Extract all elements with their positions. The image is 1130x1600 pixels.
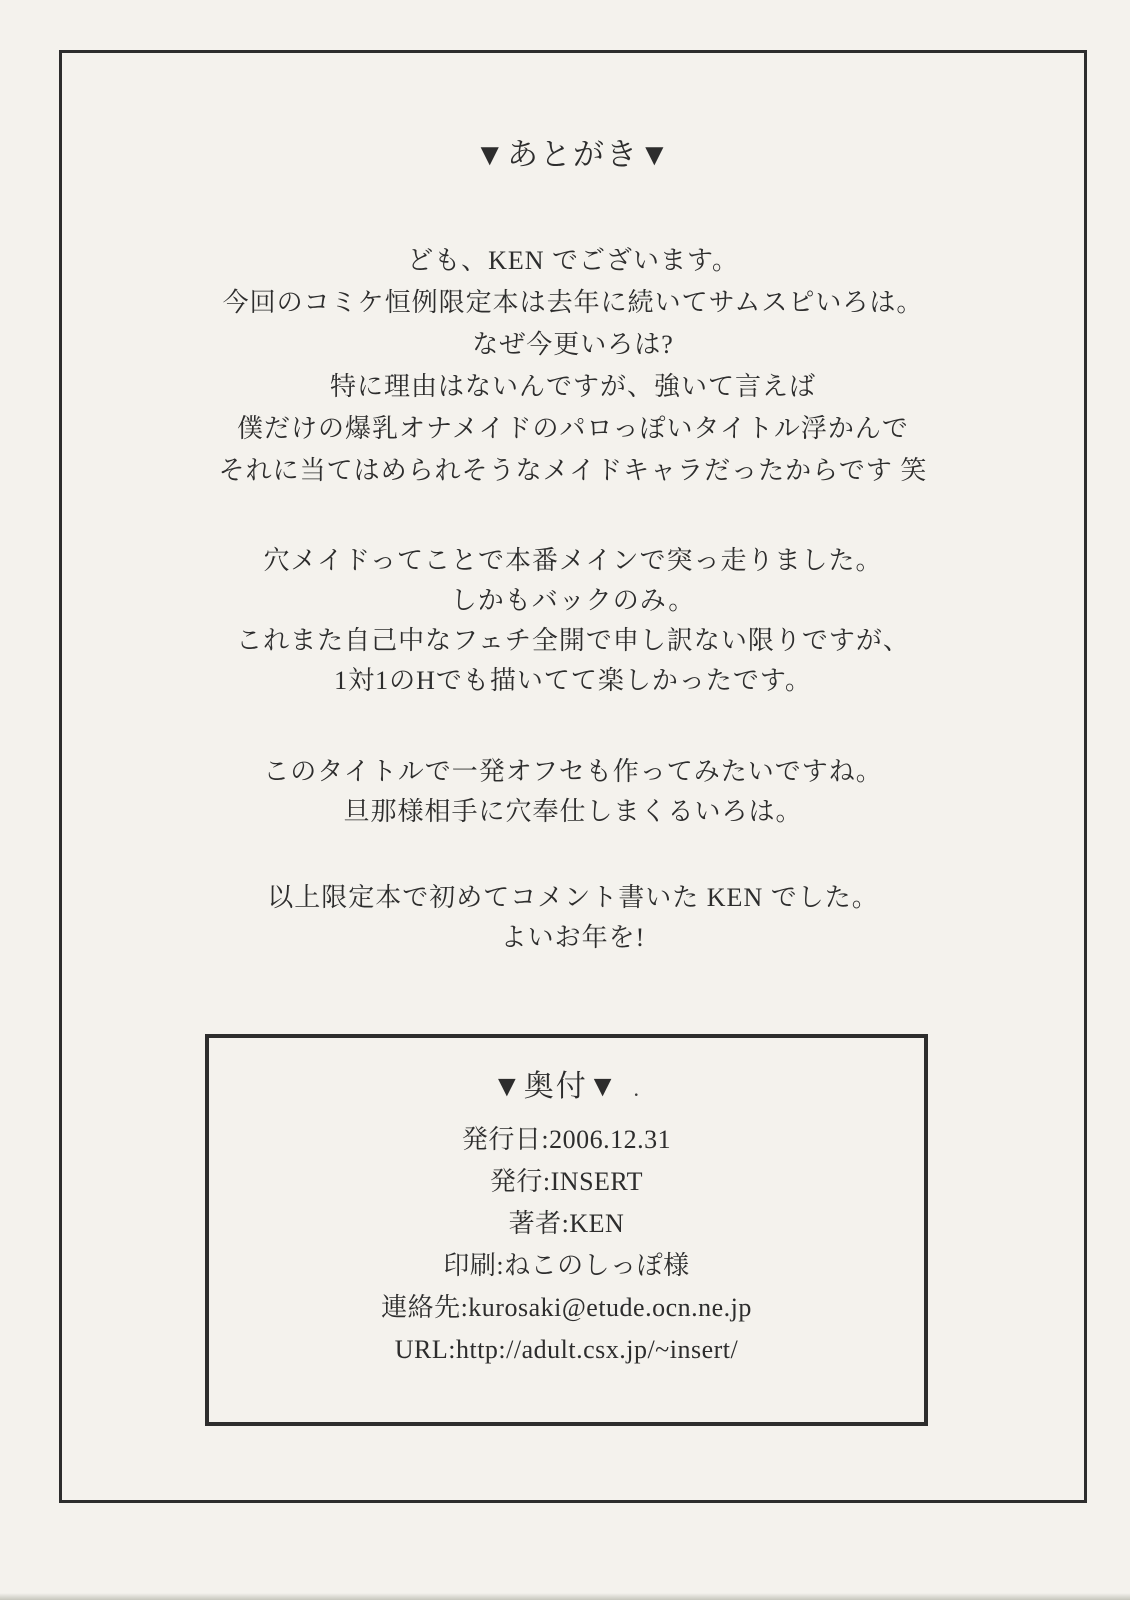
afterword-line: それに当てはめられそうなメイドキャラだったからです 笑 (218, 456, 928, 485)
colophon-line-contact-email: 連絡先:kurosaki@etude.ocn.ne.jp (381, 1293, 752, 1322)
afterword-line: 僕だけの爆乳オナメイドのパロっぽいタイトル浮かんで (237, 414, 909, 443)
afterword-line: 今回のコミケ恒例限定本は去年に続いてサムスピいろは。 (222, 288, 924, 317)
afterword-line: 以上限定本で初めてコメント書いた KEN でした。 (267, 883, 879, 912)
afterword-paragraph-2 (59, 541, 1087, 701)
afterword-paragraph-1 (59, 240, 1087, 492)
afterword-line: しかもバックのみ。 (450, 586, 696, 615)
colophon-line-printer: 印刷:ねこのしっぽ様 (443, 1251, 690, 1280)
colophon-title: ▼奥付▼ (492, 1070, 620, 1103)
colophon-line-publisher: 発行:INSERT (489, 1167, 644, 1196)
afterword-line: 旦那様相手に穴奉仕しまくるいろは。 (343, 797, 803, 826)
afterword-line: このタイトルで一発オフセも作ってみたいですね。 (263, 757, 883, 786)
stray-ink-mark: . (633, 1076, 641, 1101)
colophon-details (209, 1119, 924, 1371)
colophon-line-author: 著者:KEN (508, 1209, 625, 1238)
afterword-line: なぜ今更いろは? (472, 330, 674, 359)
afterword-paragraph-3 (59, 752, 1087, 832)
colophon-box (205, 1034, 928, 1426)
afterword-title: ▼あとがき▼ (474, 137, 672, 172)
scan-edge-shadow (0, 1593, 1130, 1600)
afterword-line: 1対1のHでも描いてて楽しかったです。 (334, 666, 812, 695)
colophon-title-row (209, 1069, 924, 1107)
afterword-line: これまた自己中なフェチ全開で申し訳ない限りですが、 (236, 626, 910, 655)
afterword-paragraph-4 (59, 878, 1087, 958)
afterword-line: よいお年を! (500, 923, 646, 952)
afterword-line: 穴メイドってことで本番メインで突っ走りました。 (263, 546, 883, 575)
colophon-line-publish-date: 発行日:2006.12.31 (461, 1125, 672, 1154)
afterword-line: 特に理由はないんですが、強いて言えば (329, 372, 816, 401)
colophon-line-url: URL:http://adult.csx.jp/~insert/ (394, 1335, 739, 1364)
afterword-line: ども、KEN でございます。 (407, 246, 739, 275)
